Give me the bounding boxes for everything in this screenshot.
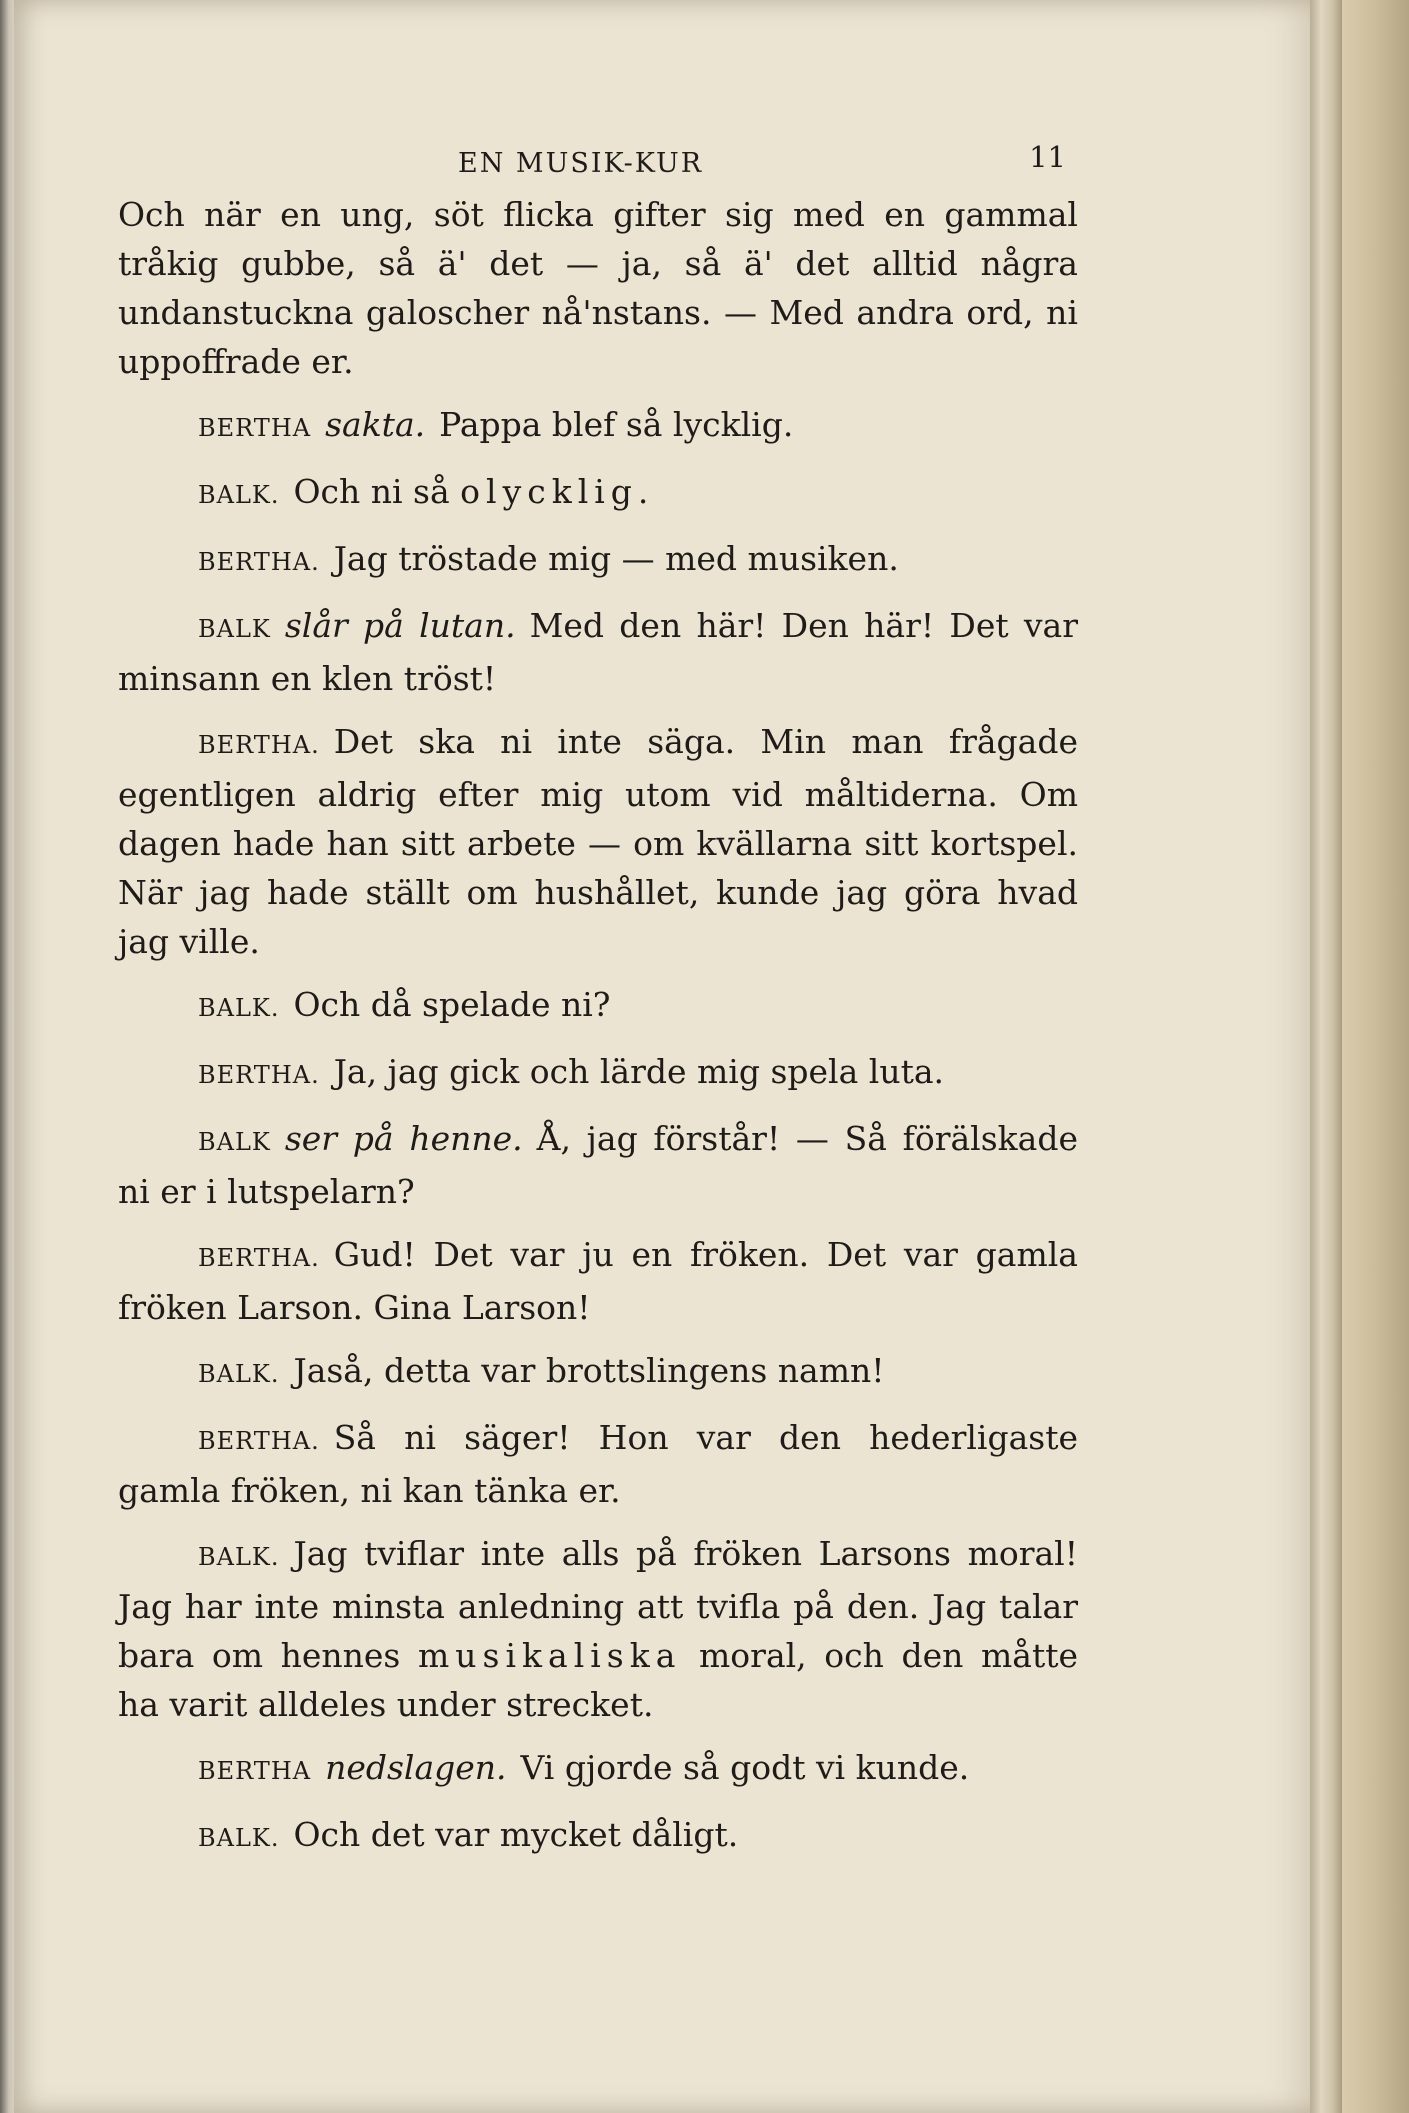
speech-text: Vi gjorde så godt vi kunde. (520, 1748, 970, 1787)
speaker-name: BERTHA. (198, 731, 320, 759)
dialogue (118, 400, 1078, 1863)
stage-direction: ser på henne. (284, 1119, 523, 1158)
speech-text: Så ni säger! Hon var den hederligaste gamla fröken, ni kan tänka er. (118, 1418, 1078, 1510)
speech-line (118, 980, 1078, 1033)
speech-line (118, 601, 1078, 703)
speech-text: Ja, jag gick och lärde mig spela luta. (333, 1052, 944, 1091)
speaker-name: BALK. (198, 1824, 280, 1852)
running-head (118, 130, 1078, 190)
speech-text-continued: moral, och den måtte ha varit alldeles under strecket. (118, 1636, 1078, 1724)
speech-text: Och ni så (293, 472, 450, 511)
speech-line (118, 717, 1078, 966)
speech-text: Jaså, detta var brottslingens namn! (293, 1351, 885, 1390)
book-cover-edge (1342, 0, 1409, 2113)
speaker-name: BALK (198, 615, 271, 643)
speech-line (118, 400, 1078, 453)
speech-line (118, 1346, 1078, 1399)
running-title: EN MUSIK-KUR (458, 148, 704, 179)
speaker-name: BERTHA. (198, 1244, 320, 1272)
speech-line (118, 1810, 1078, 1863)
speaker-name: BALK. (198, 481, 280, 509)
stage-direction: sakta. (325, 405, 426, 444)
speech-text: Med den här! Den här! Det var minsann en klen tröst! (118, 606, 1078, 698)
speech-text: Det ska ni inte säga. Min man frågade egentligen aldrig efter mig utom vid måltiderna. Om dagen hade han sitt arbete — om kvällarna sitt kortspel. När jag hade ställt om hushållet, kunde jag göra hvad jag ville. (118, 722, 1078, 961)
speech-text: Och då spelade ni? (293, 985, 611, 1024)
speech-line (118, 1529, 1078, 1729)
speaker-name: BERTHA. (198, 548, 320, 576)
stage-direction: slår på lutan. (284, 606, 516, 645)
speaker-name: BERTHA (198, 1757, 312, 1785)
speech-line (118, 1114, 1078, 1216)
emphasized-word: musikaliska (417, 1636, 682, 1675)
emphasized-word: olycklig. (460, 472, 655, 511)
speech-line (118, 1230, 1078, 1332)
opening-paragraph: Och när en ung, söt flicka gifter sig med en gammal tråkig gubbe, så ä' det — ja, så ä' det alltid några undanstuckna galoscher nå'nstans. — Med andra ord, ni uppoffrade er. (118, 195, 1078, 381)
speech-line (118, 1743, 1078, 1796)
stage-direction: nedslagen. (325, 1748, 507, 1787)
speaker-name: BALK. (198, 1543, 280, 1571)
page-number: 11 (1029, 140, 1066, 174)
speech-line (118, 467, 1078, 520)
speaker-name: BERTHA. (198, 1061, 320, 1089)
speaker-name: BERTHA (198, 414, 312, 442)
speech-line (118, 534, 1078, 587)
speaker-name: BERTHA. (198, 1427, 320, 1455)
speaker-name: BALK. (198, 994, 280, 1022)
speech-text: Å, jag förstår! — Så förälskade ni er i lutspelarn? (118, 1119, 1078, 1211)
speech-text: Gud! Det var ju en fröken. Det var gamla fröken Larson. Gina Larson! (118, 1235, 1078, 1327)
page-stack-edge (1310, 0, 1342, 2113)
speech-text: Pappa blef så lycklig. (439, 405, 794, 444)
speaker-name: BALK (198, 1128, 271, 1156)
speech-line (118, 1413, 1078, 1515)
page-text (118, 130, 1078, 1863)
speech-text: Jag tröstade mig — med musiken. (333, 539, 899, 578)
speech-line (118, 1047, 1078, 1100)
speech-text: Och det var mycket dåligt. (293, 1815, 739, 1854)
speech-text: Jag tviflar inte alls på fröken Larsons moral! Jag har inte minsta anledning att tvifla på den. Jag talar bara om hennes (118, 1534, 1078, 1675)
speaker-name: BALK. (198, 1360, 280, 1388)
